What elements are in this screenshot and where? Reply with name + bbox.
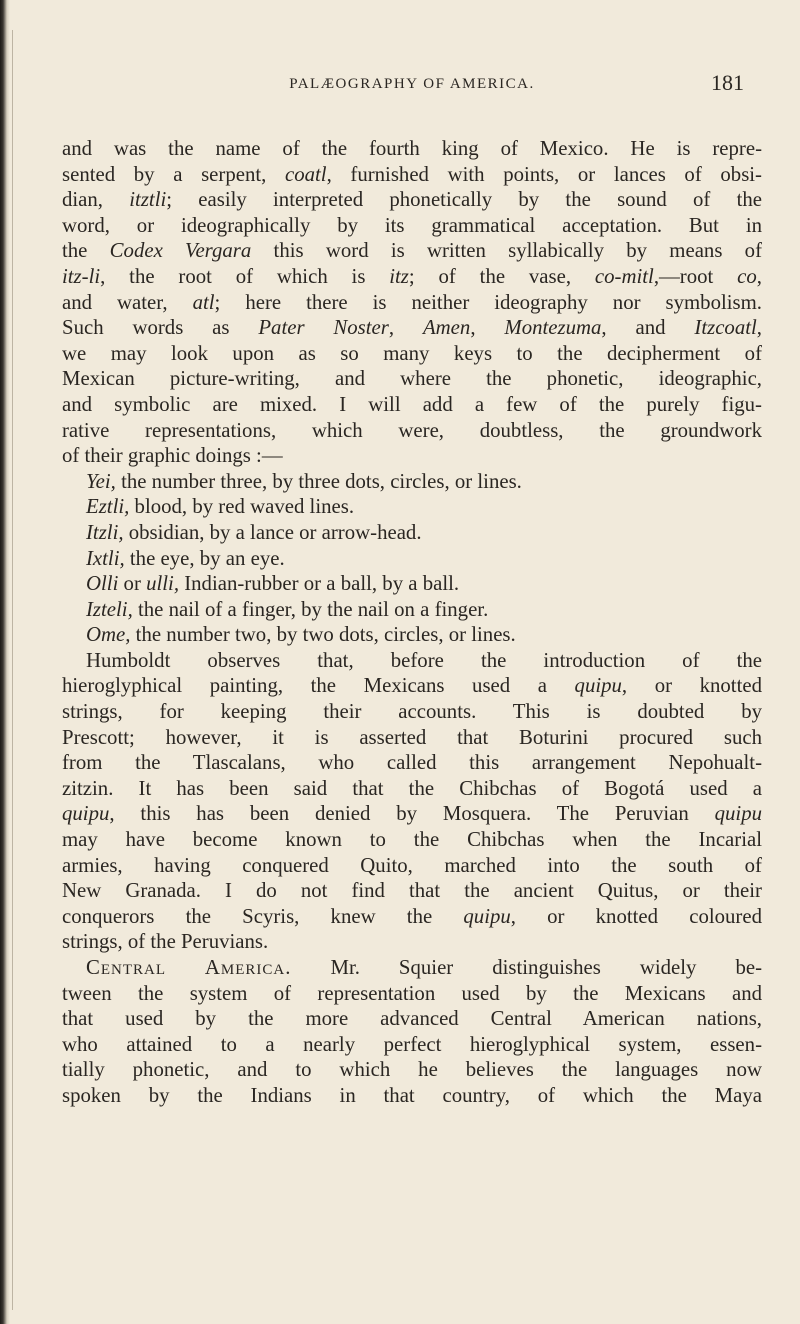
list-item [62, 469, 762, 495]
book-page [62, 58, 762, 1109]
list-item [62, 622, 762, 648]
text-line: from the Tlascalans, who called this arrangement Nepohualt- [62, 751, 762, 775]
text-line: Humboldt observes that, before the introduction of the [86, 648, 762, 672]
paragraph-2 [62, 648, 762, 955]
text-line: quipu, this has been denied by Mosquera. The Peruvian quipu [62, 802, 762, 826]
text-line: who attained to a nearly perfect hieroglyphical system, essen- [62, 1032, 762, 1056]
text-line: New Granada. I do not find that the ancient Quitus, or their [62, 879, 762, 903]
text-line: the Codex Vergara this word is written syllabically by means of [62, 239, 762, 263]
text-line: conquerors the Scyris, knew the quipu, or knotted coloured [62, 904, 762, 928]
item-term: Olli [86, 572, 119, 596]
text-line: rative representations, which were, doubtless, the groundwork [62, 418, 762, 442]
book-spine-shadow [0, 0, 10, 1324]
text-line: zitzin. It has been said that the Chibchas of Bogotá used a [62, 776, 762, 800]
section-heading: Central America. [86, 956, 292, 979]
text-line: armies, having conquered Quito, marched into the south of [62, 853, 762, 877]
paragraph-central-america [62, 955, 762, 1109]
item-connector: or [118, 572, 147, 596]
text-line: hieroglyphical painting, the Mexicans used a quipu, or knotted [62, 674, 762, 698]
body-text [62, 136, 762, 1109]
item-description: the number three, by three dots, circles, or lines. [115, 469, 522, 493]
list-item [62, 520, 762, 546]
text-line: tween the system of representation used by the Mexicans and [62, 981, 762, 1005]
heading-continuation: Mr. Squier distinguishes widely be- [291, 956, 762, 979]
text-line: may have become known to the Chibchas when the Incarial [62, 828, 762, 852]
figurative-list [62, 469, 762, 648]
text-line: sented by a serpent, coatl, furnished with points, or lances of obsi- [62, 162, 762, 186]
list-item [62, 546, 762, 572]
text-line: tially phonetic, and to which he believes the languages now [62, 1058, 762, 1082]
text-line: dian, itztli; easily interpreted phonetically by the sound of the [62, 188, 762, 212]
item-term: Ome, [86, 623, 131, 647]
text-line: Prescott; however, it is asserted that Boturini procured such [62, 725, 762, 749]
item-description: the eye, by an eye. [124, 546, 285, 570]
item-term: Itzli, [86, 520, 124, 544]
text-line: that used by the more advanced Central American nations, [62, 1007, 762, 1031]
text-line: word, or ideographically by its grammatical acceptation. But in [62, 213, 762, 237]
list-item [62, 494, 762, 520]
item-description: obsidian, by a lance or arrow-head. [123, 520, 422, 544]
text-line: and symbolic are mixed. I will add a few of the purely figu- [62, 392, 762, 416]
text-line: strings, of the Peruvians. [62, 930, 269, 954]
item-description: the number two, by two dots, circles, or lines. [130, 623, 516, 647]
item-description: blood, by red waved lines. [129, 495, 355, 519]
page-header [62, 58, 762, 98]
list-item [62, 597, 762, 623]
item-term: Ixtli, [86, 546, 125, 570]
text-line [62, 955, 762, 981]
item-term: Izteli, [86, 597, 133, 621]
item-term: Eztli, [86, 495, 130, 519]
text-line: and water, atl; here there is neither ideography nor symbolism. [62, 290, 762, 314]
text-line: itz-li, the root of which is itz; of the vase, co-mitl,—root co, [62, 264, 762, 288]
text-line: and was the name of the fourth king of Mexico. He is repre- [62, 137, 762, 160]
text-line: Mexican picture-writing, and where the phonetic, ideographic, [62, 367, 762, 391]
item-description: Indian-rubber or a ball, by a ball. [179, 572, 460, 596]
text-line: we may look upon as so many keys to the decipherment of [62, 341, 762, 365]
running-title: PALÆOGRAPHY OF AMERICA. [289, 76, 535, 92]
page-edge-line [12, 30, 13, 1310]
text-line: Such words as Pater Noster, Amen, Montezuma, and Itzcoatl, [62, 316, 762, 340]
paragraph-1 [62, 136, 762, 469]
item-term: Yei, [86, 469, 116, 493]
text-line: of their graphic doings :— [62, 444, 283, 468]
list-item [62, 571, 762, 597]
text-line: spoken by the Indians in that country, of which the Maya [62, 1083, 762, 1107]
item-term-alt: ulli, [146, 572, 180, 596]
item-description: the nail of a finger, by the nail on a finger. [132, 597, 489, 621]
text-line: strings, for keeping their accounts. This is doubted by [62, 700, 762, 724]
page-number: 181 [711, 70, 744, 95]
